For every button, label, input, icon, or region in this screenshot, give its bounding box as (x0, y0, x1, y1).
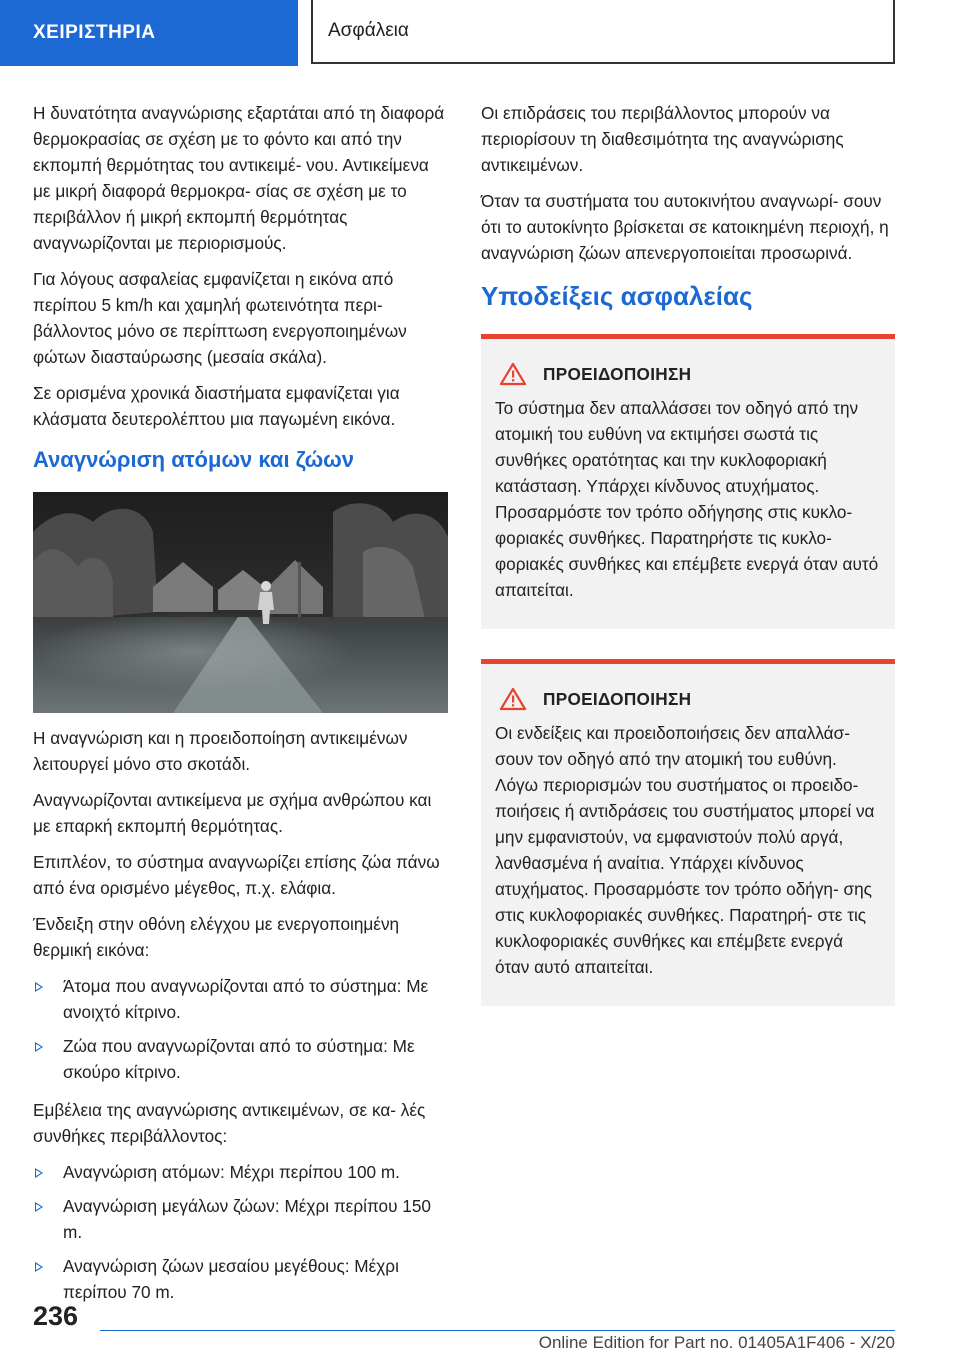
footer-divider (100, 1330, 895, 1331)
page-number: 236 (33, 1301, 79, 1331)
paragraph: Αναγνωρίζονται αντικείμενα με σχήμα ανθρώπου και με επαρκή εκπομπή θερμότητας. (33, 790, 432, 836)
paragraph: Σε ορισμένα χρονικά διαστήματα εμφανίζεται για κλάσματα δευτερολέπτου μια παγωμένη εικόνα. (33, 383, 400, 429)
warning-text: Το σύστημα δεν απαλλάσσει τον οδηγό από την ατομική του ευθύνη να εκτιμήσει σωστά τις συνθήκες ορατότητας και την κυκλοφοριακή κατάσταση. Υπάρχει κίνδυνος ατυχήματος. Προσαρμόστε τον τρόπο οδήγησης στις κυκλο- φοριακές συνθήκες. Παρατηρήστε τις κυκλο- φοριακές συνθήκες και επέμβετε ενεργά όταν αυτό απαιτείται. (495, 398, 879, 600)
bullet-triangle-icon (35, 982, 43, 992)
paragraph: Οι επιδράσεις του περιβάλλοντος μπορούν να περιορίσουν τη διαθεσιμότητα της αναγνώρισης αντικειμένων. (481, 103, 844, 175)
list-item: Αναγνώριση μεγάλων ζώων: Μέχρι περίπου 150 m. (33, 1193, 448, 1245)
paragraph: Εμβέλεια της αναγνώρισης αντικειμένων, σε κα- λές συνθήκες περιβάλλοντος: (33, 1100, 426, 1146)
list-item: Ζώα που αναγνωρίζονται από το σύστημα: Με σκούρο κίτρινο. (33, 1033, 448, 1085)
list-item: Αναγνώριση ζώων μεσαίου μεγέθους: Μέχρι περίπου 70 m. (33, 1253, 448, 1305)
bullet-triangle-icon (35, 1042, 43, 1052)
paragraph: Επιπλέον, το σύστημα αναγνωρίζει επίσης ζώα πάνω από ένα ορισμένο μέγεθος, π.χ. ελάφια. (33, 852, 440, 898)
edition-footer: Online Edition for Part no. 01405A1F406 - X/20 (538, 1333, 895, 1352)
section-heading: Αναγνώριση ατόμων και ζώων (33, 447, 354, 472)
paragraph: Για λόγους ασφαλείας εμφανίζεται η εικόνα από περίπου 5 km/h και χαμηλή φωτεινότητα περι- βάλλοντος μόνο σε περίπτωση ενεργοποιημένων φώτων διασταύρωσης (μεσαία σκάλα). (33, 269, 407, 367)
warning-title: ΠΡΟΕΙΔΟΠΟΙΗΣΗ (543, 689, 692, 709)
bullet-triangle-icon (35, 1202, 43, 1212)
warning-box (481, 659, 895, 1006)
section-heading: Υποδείξεις ασφαλείας (481, 281, 753, 311)
paragraph: Η δυνατότητα αναγνώρισης εξαρτάται από τη διαφορά θερμοκρασίας σε σχέση με το φόντο και από την εκπομπή θερμότητας του αντικειμέ- νου. Αντικείμενα με μικρή διαφορά θερμοκρα- σίας σε σχέση με το περιβάλλον ή μικρή εκπομπή θερμότητας αναγνωρίζονται με περιορισμούς. (33, 103, 445, 253)
warning-triangle-icon (499, 362, 527, 386)
chapter-tab: ΧΕΙΡΙΣΤΗΡΙΑ (0, 0, 298, 66)
warning-box (481, 334, 895, 629)
night-vision-image (33, 492, 448, 713)
paragraph: Η αναγνώριση και η προειδοποίηση αντικειμένων λειτουργεί μόνο στο σκοτάδι. (33, 728, 408, 774)
bullet-triangle-icon (35, 1262, 43, 1272)
page-section-title: Ασφάλεια (311, 0, 895, 64)
list-item: Άτομα που αναγνωρίζονται από το σύστημα: Με ανοιχτό κίτρινο. (33, 973, 448, 1025)
paragraph: Όταν τα συστήματα του αυτοκινήτου αναγνωρί- σουν ότι το αυτοκίνητο βρίσκεται σε κατοικημένη περιοχή, η αναγνώριση ζώων απενεργοποιείται προσωρινά. (481, 191, 889, 263)
range-list (33, 1159, 448, 1305)
bullet-triangle-icon (35, 1168, 43, 1178)
warning-triangle-icon (499, 687, 527, 711)
paragraph: Ένδειξη στην οθόνη ελέγχου με ενεργοποιημένη θερμική εικόνα: (33, 914, 400, 960)
warning-title: ΠΡΟΕΙΔΟΠΟΙΗΣΗ (543, 364, 692, 384)
left-column (33, 100, 448, 1317)
warning-text: Οι ενδείξεις και προειδοποιήσεις δεν απαλλάσ- σουν τον οδηγό από την ατομική του ευθύνη. Λόγω περιορισμών του συστήματος οι προειδο- ποιήσεις ή αντιδράσεις του συστήματος μπορεί να μην εμφανιστούν, να εμφανιστούν πολύ αργά, λανθασμένα ή αναίτια. Υπάρχει κίνδυνος ατυχήματος. Προσαρμόστε τον τρόπο οδήγη- σης στις κυκλοφοριακές συνθήκες. Παρατηρή- στε τις κυκλοφοριακές συνθήκες και επέμβετε ενεργά όταν αυτό απαιτείται. (495, 723, 875, 977)
right-column (481, 100, 895, 1036)
list-item: Αναγνώριση ατόμων: Μέχρι περίπου 100 m. (33, 1159, 448, 1185)
display-list (33, 973, 448, 1085)
